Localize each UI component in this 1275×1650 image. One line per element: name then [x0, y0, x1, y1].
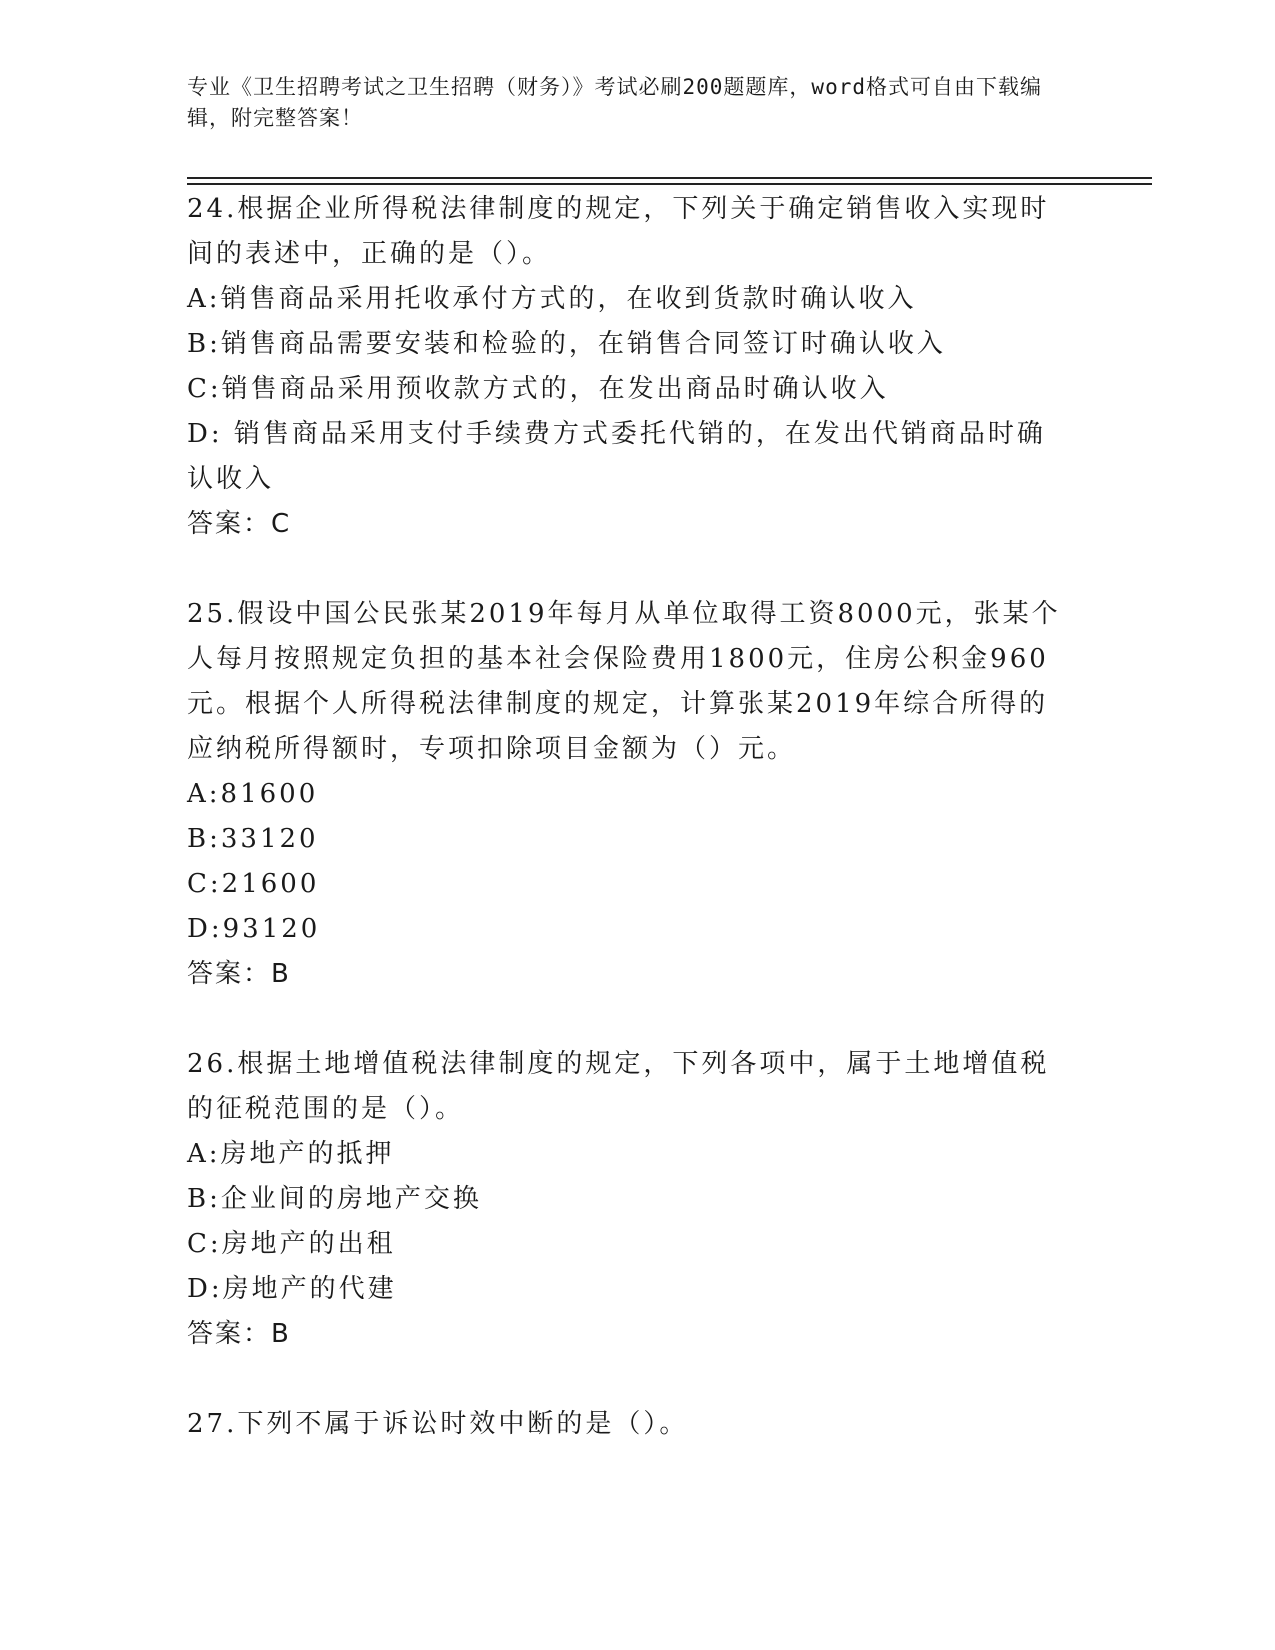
answer-text: 答案：C [187, 509, 292, 539]
option-letter: C: [187, 1229, 222, 1259]
question-stem: 25.假设中国公民张某2019年每月从单位取得工资8000元，张某个人每月按照规定负担的基本社会保险费用1800元，住房公积金960元。根据个人所得税法律制度的规定，计算张某2019年综合所得的应纳税所得额时，专项扣除项目金额为（）元。 [187, 599, 1061, 764]
option-letter: D: [187, 1274, 223, 1304]
question-24 [187, 187, 1067, 547]
option-text: 销售商品采用支付手续费方式委托代销的，在发出代销商品时确认收入 [187, 419, 1046, 494]
option-d [187, 907, 1067, 952]
option-c [187, 862, 1067, 907]
option-c [187, 367, 1067, 412]
question-stem: 24.根据企业所得税法律制度的规定，下列关于确定销售收入实现时间的表述中，正确的是（）。 [187, 194, 1050, 269]
option-text: 房地产的抵押 [220, 1139, 395, 1169]
option-letter: B: [187, 824, 221, 854]
option-a [187, 1132, 1067, 1177]
option-text: 销售商品需要安装和检验的，在销售合同签订时确认收入 [220, 329, 946, 359]
question-26 [187, 1042, 1067, 1357]
option-letter: C: [187, 374, 222, 404]
option-c [187, 1222, 1067, 1267]
option-text: 81600 [220, 779, 319, 809]
option-text: 企业间的房地产交换 [220, 1184, 482, 1214]
question-list [187, 187, 1067, 1492]
question-25 [187, 592, 1067, 997]
option-b [187, 322, 1067, 367]
option-b [187, 817, 1067, 862]
option-d [187, 412, 1067, 502]
header-divider-bottom [187, 183, 1152, 185]
question-27 [187, 1402, 1067, 1447]
option-letter: D: [187, 914, 223, 944]
question-stem: 27.下列不属于诉讼时效中断的是（）。 [187, 1409, 689, 1439]
option-a [187, 772, 1067, 817]
question-stem: 26.根据土地增值税法律制度的规定，下列各项中，属于土地增值税的征税范围的是（）。 [187, 1049, 1050, 1124]
option-letter: A: [187, 779, 221, 809]
option-text: 房地产的出租 [221, 1229, 396, 1259]
header-divider-top [187, 177, 1152, 179]
answer-text: 答案：B [187, 959, 291, 989]
option-text: 93120 [222, 914, 321, 944]
option-d [187, 1267, 1067, 1312]
option-letter: A: [187, 1139, 221, 1169]
option-text: 销售商品采用预收款方式的，在发出商品时确认收入 [221, 374, 889, 404]
option-a [187, 277, 1067, 322]
option-letter: B: [187, 1184, 221, 1214]
option-text: 33120 [220, 824, 319, 854]
option-letter: B: [187, 329, 221, 359]
option-text: 21600 [221, 869, 320, 899]
option-letter: D: [187, 419, 223, 449]
option-letter: A: [187, 284, 221, 314]
document-header: 专业《卫生招聘考试之卫生招聘（财务）》考试必刷200题题库，word格式可自由下载编辑，附完整答案！ [187, 75, 1042, 130]
option-letter: C: [187, 869, 222, 899]
option-text: 销售商品采用托收承付方式的，在收到货款时确认收入 [220, 284, 917, 314]
answer-text: 答案：B [187, 1319, 291, 1349]
option-text: 房地产的代建 [222, 1274, 397, 1304]
option-b [187, 1177, 1067, 1222]
